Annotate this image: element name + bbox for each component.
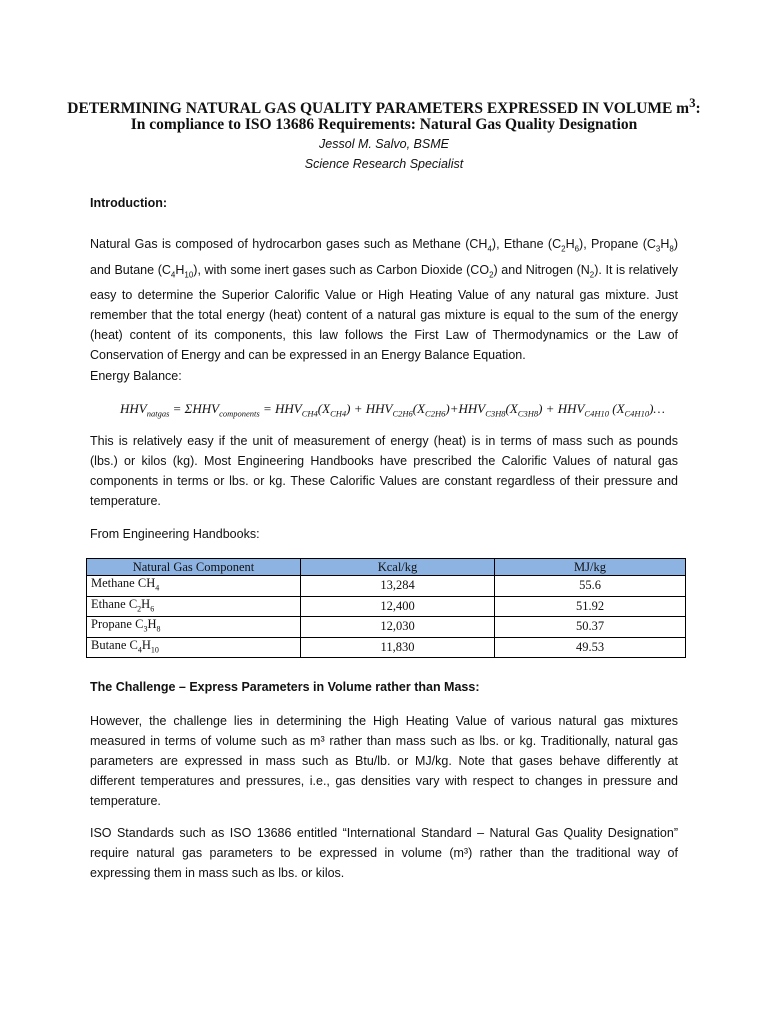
challenge-paragraph-1: However, the challenge lies in determining the High Heating Value of various natural gas mixtures measured in terms of volume such as m³ rather than mass such as lbs. or kg. Traditionally, natural gas parameters are expressed in mass such as Btu/lb. or MJ/kg. Note that gases behave differently at different temperatures and pressures, i.e., gas densities vary with respect to changes in pressure and temperature. [90, 714, 678, 808]
mj-cell: 55.6 [495, 576, 686, 597]
header-component: Natural Gas Component [87, 559, 301, 576]
kcal-cell: 13,284 [301, 576, 495, 597]
kcal-cell: 11,830 [301, 637, 495, 658]
document-title-line-1: DETERMINING NATURAL GAS QUALITY PARAMETERS EXPRESSED IN VOLUME $m^3$: [67, 95, 701, 118]
handbooks-label: From Engineering Handbooks: [90, 527, 260, 541]
document-title-line-2: In compliance to ISO 13686 Requirements: Natural Gas Quality Designation [130, 116, 638, 133]
author-position: Science Research Specialist [304, 157, 464, 171]
header-mj: MJ/kg [495, 559, 686, 576]
component-cell: Butane $C_4H_{10}$ [87, 637, 301, 658]
mj-cell: 49.53 [495, 637, 686, 658]
introduction-paragraph: Natural Gas is composed of hydrocarbon gases such as Methane $(CH_4)$, Ethane $(C_2H_6)$, Propane $(C_3H_8)$ and Butane $(C_4H_{10})$, with some inert gases such as Carbon Dioxide $(CO_2)$ and Nitrogen $(N_2)$. It is relatively easy to determine the Superior Calorific Value or High Heating Value of any natural gas mixture. Just remember that the total energy (heat) content of a natural gas mixture is equal to the sum of the energy (heat) content of its components, this law follows the First Law of Thermodynamics or the Law of Conservation of Energy and can be expressed in an Energy Balance Equation. [90, 237, 679, 362]
energy-balance-label: Energy Balance: [90, 369, 182, 383]
header-kcal: Kcal/kg [301, 559, 495, 576]
table-row [87, 596, 686, 617]
author-name: Jessol M. Salvo, BSME [319, 137, 449, 151]
mass-units-paragraph: This is relatively easy if the unit of measurement of energy (heat) is in terms of mass such as pounds (lbs.) or kilos (kg). Most Engineering Handbooks have prescribed the Calorific Values of natural gas components in terms or lbs. or kg. These Calorific Values are constant regardless of their pressure and temperature. [90, 434, 678, 508]
kcal-cell: 12,030 [301, 617, 495, 638]
table-row [87, 637, 686, 658]
component-cell: Ethane $C_2H_6$ [87, 596, 301, 617]
component-cell: Methane $CH_4$ [87, 576, 301, 597]
table-row [87, 576, 686, 597]
energy-balance-equation: $HHV_{natgas} = \Sigma HHV_{components} = HHV_{CH4}(X_{CH4}) + HHV_{C2H6}(X_{C2H6})+HHV_{C3H8}(X_{C3H8}) + HHV_{C4H10}$ $(X_{C4H10})\dots$ [120, 401, 665, 419]
introduction-heading: Introduction: [90, 196, 168, 210]
mj-cell: 51.92 [495, 596, 686, 617]
calorific-values-table [86, 558, 686, 658]
table-row [87, 617, 686, 638]
challenge-paragraph-2: ISO Standards such as ISO 13686 entitled “International Standard – Natural Gas Quality Designation” require natural gas parameters to be expressed in volume (m³) rather than the traditional way of expressing them in mass such as lbs. or kilos. [90, 826, 678, 880]
kcal-cell: 12,400 [301, 596, 495, 617]
mj-cell: 50.37 [495, 617, 686, 638]
component-cell: Propane $C_3H_8$ [87, 617, 301, 638]
challenge-heading: The Challenge – Express Parameters in Volume rather than Mass: [90, 680, 480, 694]
table-header-row [87, 559, 686, 576]
